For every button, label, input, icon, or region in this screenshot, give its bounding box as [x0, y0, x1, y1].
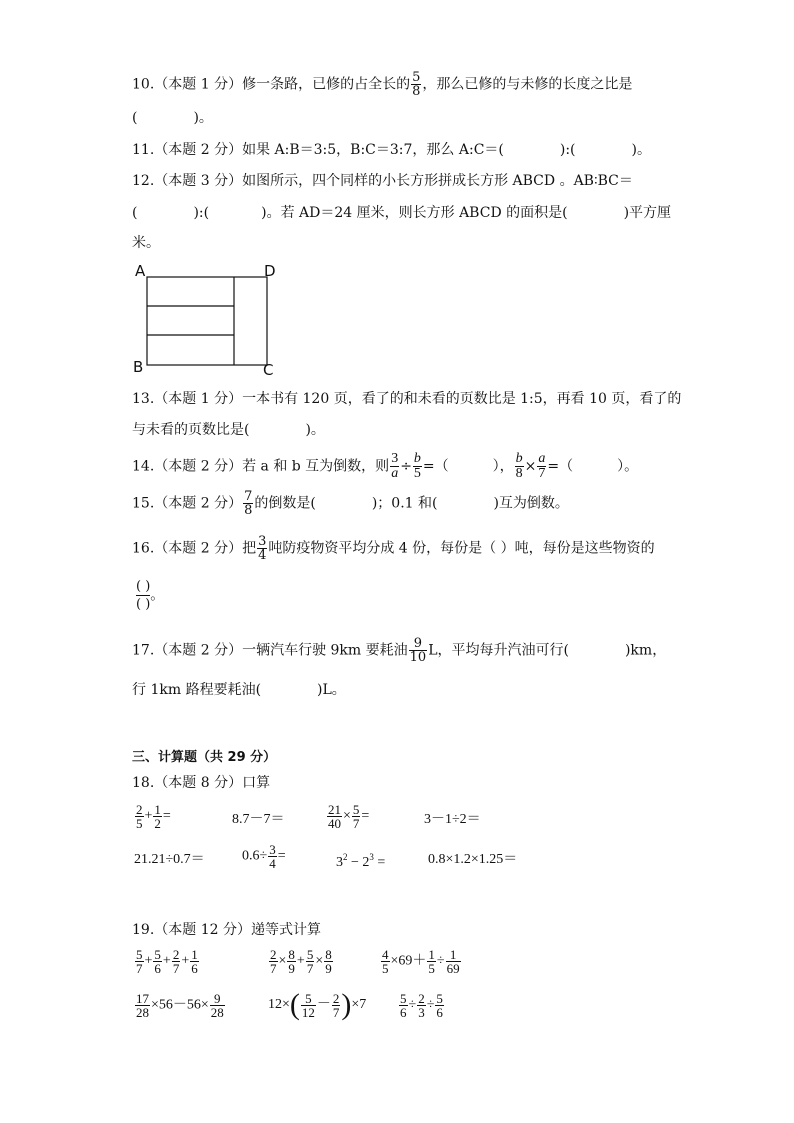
q16-answer-denominator[interactable]: ( ) — [136, 597, 151, 612]
q15-fraction: $\frac{7}{8}$ — [244, 489, 253, 518]
q19-title: 19.（本题 12 分）递等式计算 — [132, 922, 321, 938]
q18-expr-1: $\frac{2}{5}$ + $\frac{1}{2}$ = — [136, 802, 171, 831]
q19-expr-6: $\frac{5}{6}$ ÷ $\frac{2}{3}$ ÷ $\frac{5}{6}$ — [400, 991, 443, 1020]
label-c: C — [263, 361, 274, 379]
q15-line: 15.（本题 2 分） $\frac{7}{8}$ 的倒数是( )；0.1 和( )互为倒数。 — [132, 489, 569, 518]
q16-answer-fraction[interactable]: ( ) ( ) 。 — [136, 579, 165, 612]
q10-text-b: ，那么已修的与未修的长度之比是 — [422, 76, 633, 93]
q19-expr-5: 12×( $\frac{5}{12}$ － $\frac{2}{7}$ )×7 — [268, 988, 367, 1021]
q12-line3: 米。 — [132, 235, 160, 251]
q14-frac-1: $\frac{3}{a}$ — [391, 451, 399, 481]
q18-expr-2: 8.7－7＝ — [232, 812, 285, 827]
rect-abcd-outline — [147, 277, 267, 365]
q18-expr-6: 0.6÷ $\frac{3}{4}$ = — [242, 842, 286, 871]
q18-expr-8: 0.8×1.2×1.25＝ — [428, 852, 518, 867]
q19-expr-3: $\frac{4}{5}$ ×69＋ $\frac{1}{5}$ ÷ $\frac{1}{69}$ — [382, 947, 460, 976]
q10-line1 — [132, 71, 632, 98]
q10-tag: （本题 1 分） — [154, 76, 243, 93]
q19-expr-4: $\frac{17}{28}$ ×56－56× $\frac{9}{28}$ — [136, 991, 224, 1020]
label-a: A — [135, 262, 146, 280]
q18-expr-4: 3－1÷2＝ — [424, 812, 481, 827]
q11-text: 如果 A:B＝3:5，B:C＝3:7，那么 A:C＝( — [242, 142, 504, 158]
q10-fraction: $\frac{5}{8}$ — [412, 70, 421, 99]
label-b: B — [133, 358, 144, 376]
label-d: D — [264, 262, 276, 280]
q12-line2: ( ):( )。若 AD＝24 厘米，则长方形 ABCD 的面积是( )平方厘 — [132, 205, 672, 221]
q10-number: 10. — [132, 76, 155, 93]
q14-frac-3: $\frac{b}{8}$ — [515, 451, 523, 481]
q16-line1: 16.（本题 2 分）把 $\frac{3}{4}$ 吨防疫物资平均分成 4 份，每份是（ ）吨，每份是这些物资的 — [132, 534, 655, 563]
q10-text-a: 修一条路，已修的占全长的 — [242, 76, 411, 93]
q12-text: 如图所示，四个同样的小长方形拼成长方形 ABCD 。AB∶BC＝ — [242, 173, 633, 189]
q13-line2: 与未看的页数比是( )。 — [132, 422, 325, 438]
q19-expr-1: $\frac{5}{7}$ + $\frac{5}{6}$ + $\frac{2}{7}$ + $\frac{1}{6}$ — [136, 947, 198, 976]
q13-text: 一本书有 120 页，看了的和未看的页数比是 1:5，再看 10 页，看了的 — [242, 391, 682, 407]
q16-fraction: $\frac{3}{4}$ — [258, 534, 267, 563]
q18-expr-5: 21.21÷0.7＝ — [134, 852, 205, 867]
q10-line2: ( )。 — [132, 110, 213, 126]
section-3-heading: 三、计算题（共 29 分） — [132, 750, 277, 765]
q17-fraction: $\frac{9}{10}$ — [409, 636, 427, 665]
q16-answer-numerator[interactable]: ( ) — [136, 579, 151, 594]
q19-expr-2: $\frac{2}{7}$ × $\frac{8}{9}$ + $\frac{5}{7}$ × $\frac{8}{9}$ — [270, 947, 332, 976]
q12-line1: 12.（本题 3 分）如图所示，四个同样的小长方形拼成长方形 ABCD 。AB∶BC＝ — [132, 173, 633, 189]
q13-line1: 13.（本题 1 分）一本书有 120 页，看了的和未看的页数比是 1:5，再看 10 页，看了的 — [132, 391, 682, 407]
q14-frac-2: $\frac{b}{5}$ — [413, 451, 421, 481]
q18-expr-3: $\frac{21}{40}$ × $\frac{5}{7}$ = — [328, 802, 370, 831]
q17-line1: 17.（本题 2 分）一辆汽车行驶 9km 要耗油 $\frac{9}{10}$ L，平均每升汽油可行( )km， — [132, 636, 667, 665]
q16-text: 吨防疫物资平均分成 4 份，每份是（ ）吨，每份是这些物资的 — [268, 540, 655, 557]
q14-frac-4: $\frac{a}{7}$ — [538, 451, 546, 481]
q14-line: 14.（本题 2 分）若 a 和 b 互为倒数，则 $\frac{3}{a}$ ÷ $\frac{b}{5}$ =（ ）， $\frac{b}{8}$ × $\frac{a}{7}$ =（ ）。 — [132, 451, 639, 481]
q18-expr-7: $3^2 - 2^3$ = — [336, 852, 386, 870]
q11-line: 11.（本题 2 分）如果 A:B＝3:5，B:C＝3:7，那么 A:C＝( ):( )。 — [132, 142, 651, 158]
q17-line2: 行 1km 路程要耗油( )L。 — [132, 682, 346, 698]
q18-title: 18.（本题 8 分）口算 — [132, 775, 271, 791]
